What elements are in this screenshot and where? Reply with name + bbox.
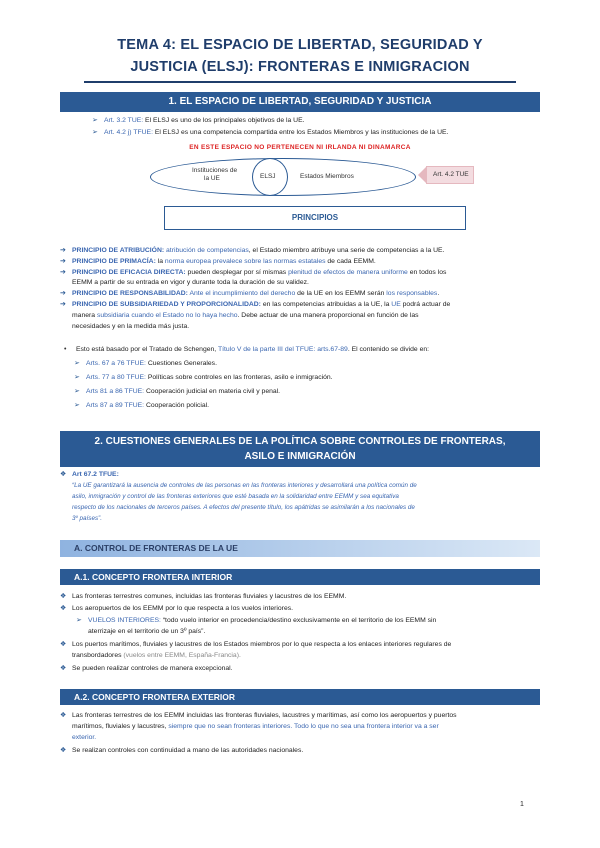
principle-eficacia-cont: EEMM a partir de su entrada en vigor y durante toda la duración de su validez. (72, 279, 309, 286)
principle-name: PRINCIPIO DE RESPONSABILIDAD: (72, 290, 188, 297)
art-67-2-ref: Art 67.2 TFUE: (72, 471, 119, 478)
section-a-heading: A. CONTROL DE FRONTERAS DE LA UE (60, 540, 540, 557)
a2-line-1 (60, 711, 457, 720)
a2-highlight: exterior. (72, 734, 97, 741)
principle-pre: la (155, 258, 165, 265)
principle-highlight: Ante el incumplimiento del derecho (187, 290, 296, 297)
vuelos-interiores-line (76, 616, 436, 625)
principle-pre: en las competencias atribuidas a la UE, la (260, 301, 392, 308)
art-3-2-ref: Art. 3.2 TUE: (104, 117, 144, 124)
arrow-bullet-icon: ➢ (76, 617, 82, 624)
principle-pre: pueden desplegar por sí mismas (185, 269, 289, 276)
section-a1-heading: A.1. CONCEPTO FRONTERA INTERIOR (60, 569, 540, 585)
principle-atribucion (60, 246, 444, 255)
art-4-2-text: El ELSJ es una competencia compartida entre los Estados Miembros y las instituciones de la UE. (152, 129, 449, 136)
vuelos-ref: VUELOS INTERIORES: (88, 617, 161, 624)
arrow-right-icon: ➔ (60, 247, 66, 254)
schengen-text: . El contenido se divide en: (347, 346, 430, 353)
a1-item (60, 604, 293, 613)
a2-line-2 (72, 722, 439, 731)
principios-heading: PRINCIPIOS (164, 206, 466, 230)
article-text: Políticas sobre controles en las fronteras, asilo e inmigración. (145, 374, 333, 381)
puertos-text-2: transbordadores (72, 652, 122, 659)
arrow-bullet-icon: ➢ (74, 360, 80, 367)
diagram-left-label-1: Instituciones de (192, 167, 238, 174)
article-text: Cooperación policial. (144, 402, 210, 409)
a1-item-text: Las fronteras terrestres comunes, incluidas las fronteras fluviales y lacustres de los EEMM. (72, 593, 347, 600)
star-bullet-icon: ❖ (60, 747, 67, 754)
principle-subsidiariedad (60, 300, 450, 309)
art-67-2-line (60, 470, 119, 479)
quote-text: 3º países”. (72, 515, 102, 522)
excepcional-line (60, 664, 233, 673)
schengen-line (64, 345, 429, 354)
principle-cont-text: . Debe actuar de una manera proporcional en función de las (237, 312, 419, 319)
quote-text: asilo, inmigración y control de las fronteras exteriores que esté basada en la solidaridad entre EEMM y sea equitativa (72, 493, 399, 500)
art-3-2-line (92, 116, 305, 125)
principle-text: de cada EEMM. (325, 258, 376, 265)
section-1-heading: 1. EL ESPACIO DE LIBERTAD, SEGURIDAD Y JUSTICIA (60, 92, 540, 112)
principle-primacia (60, 257, 376, 266)
excepcional-text: Se pueden realizar controles de manera excepcional. (72, 665, 233, 672)
art-67-2-quote-l2 (72, 492, 399, 501)
title-line-2: JUSTICIA (ELSJ): FRONTERAS E INMIGRACION (130, 59, 470, 75)
principle-highlight: atribución de competencias (164, 247, 249, 254)
article-item (74, 401, 209, 410)
quote-text: “La UE garantizará la ausencia de controles de las personas en las fronteras interiores y desarrollará una política común de (72, 482, 417, 489)
art-67-2-quote-l1 (72, 481, 417, 490)
title-underline (84, 81, 516, 83)
a1-item-text: Los aeropuertos de los EEMM por lo que respecta a los vuelos interiores. (72, 605, 294, 612)
document-title (60, 34, 540, 78)
art-3-2-text: El ELSJ es uno de los principales objetivos de la UE. (143, 117, 305, 124)
vuelos-interiores-cont: aterrizaje en el territorio de un 3º país”. (88, 628, 206, 635)
arrow-right-icon: ➔ (60, 269, 66, 276)
a2-line-3 (72, 733, 96, 742)
puertos-cont (72, 651, 241, 660)
principle-name: PRINCIPIO DE ATRIBUCIÓN: (72, 247, 165, 254)
article-ref: Arts. 77 a 80 TFUE: (86, 374, 146, 381)
a2-controls-line (60, 746, 303, 755)
principle-end: . (437, 290, 440, 297)
principle-subsidiariedad-cont-2: necesidades y en la medida más justa. (72, 323, 190, 330)
a2-highlight: siempre que no sean fronteras interiores. Todo lo que no sea una frontera interior va a ser (168, 723, 439, 730)
star-bullet-icon: ❖ (60, 471, 67, 478)
elsj-diagram (150, 156, 470, 200)
title-line-1: TEMA 4: EL ESPACIO DE LIBERTAD, SEGURIDAD Y (117, 37, 483, 53)
article-text: Cooperación judicial en materia civil y penal. (144, 388, 281, 395)
star-bullet-icon: ❖ (60, 605, 67, 612)
a2-controls-text: Se realizan controles con continuidad a mano de las autoridades nacionales. (72, 747, 304, 754)
schengen-pre: Esto está basado por el Tratado de Schengen, (76, 346, 218, 353)
art-67-2-quote-l3 (72, 503, 415, 512)
article-ref: Arts 81 a 86 TFUE: (86, 388, 145, 395)
diagram-right-label: Estados Miembros (300, 173, 354, 180)
section-2-heading: 2. CUESTIONES GENERALES DE LA POLÍTICA SOBRE CONTROLES DE FRONTERAS, ASILO E INMIGRACIÓN (60, 431, 540, 467)
arrow-right-icon: ➔ (60, 301, 66, 308)
a1-item (60, 592, 346, 601)
principle-subsidiariedad-cont (72, 311, 419, 320)
diagram-left-label (192, 167, 237, 183)
star-bullet-icon: ❖ (60, 712, 67, 719)
puertos-line (60, 640, 451, 649)
article-ref: Arts 87 a 89 TFUE: (86, 402, 145, 409)
diagram-left-label-2: la UE (204, 175, 220, 182)
quote-text: respecto de los nacionales de terceros países. A efectos del presente título, los apátridas se asimilarán a los nacionales de (72, 504, 415, 511)
principle-name: PRINCIPIO DE SUBSIDIARIEDAD Y PROPORCIONALIDAD: (72, 301, 261, 308)
principle-text: de la UE en los EEMM serán (295, 290, 387, 297)
principle-highlight: UE (391, 301, 401, 308)
principle-text: podrá actuar de (400, 301, 451, 308)
vuelos-text: “todo vuelo interior en procedencia/destino exclusivamente en el territorio de los EEMM sin (160, 617, 437, 624)
section-a2-heading: A.2. CONCEPTO FRONTERA EXTERIOR (60, 689, 540, 705)
arrow-bullet-icon: ➢ (74, 374, 80, 381)
principle-name: PRINCIPIO DE PRIMACÍA: (72, 258, 156, 265)
schengen-highlight: Título V de la parte III del TFUE: arts.67-89 (217, 346, 348, 353)
principle-text: , el Estado miembro atribuye una serie de competencias a la UE. (248, 247, 445, 254)
principle-highlight: norma europea prevalece sobre las normas estatales (164, 258, 326, 265)
puertos-paren: (vuelos entre EEMM, España-Francia). (121, 652, 241, 659)
art-4-2-ref: Art. 4.2 j) TFUE: (104, 129, 153, 136)
arrow-right-icon: ➔ (60, 258, 66, 265)
exclusion-banner: EN ESTE ESPACIO NO PERTENECEN NI IRLANDA NI DINAMARCA (189, 144, 411, 151)
article-item (74, 387, 280, 396)
principle-cont-pre: manera (72, 312, 97, 319)
principle-name: PRINCIPIO DE EFICACIA DIRECTA: (72, 269, 186, 276)
star-bullet-icon: ❖ (60, 665, 67, 672)
diagram-arrow-label: Art. 4.2 TUE (426, 166, 474, 184)
art-67-2-quote-l4 (72, 514, 102, 523)
star-bullet-icon: ❖ (60, 641, 67, 648)
puertos-text: Los puertos marítimos, fluviales y lacustres de los Estados miembros por lo que respecta a los enlaces interiores regulares de (72, 641, 452, 648)
a2-text: Las fronteras terrestres de los EEMM incluidas las fronteras fluviales, lacustres y marítimas, así como los aeropuertos y puertos (72, 712, 457, 719)
principle-highlight: plenitud de efectos de manera uniforme (288, 269, 408, 276)
a2-text: marítimos, fluviales y lacustres, (72, 723, 169, 730)
principle-eficacia (60, 268, 446, 277)
principle-responsabilidad (60, 289, 439, 298)
article-text: Cuestiones Generales. (145, 360, 217, 367)
article-ref: Arts. 67 a 76 TFUE: (86, 360, 146, 367)
arrow-bullet-icon: ➢ (92, 129, 98, 136)
arrow-bullet-icon: ➢ (74, 402, 80, 409)
art-4-2-line (92, 128, 448, 137)
arrow-bullet-icon: ➢ (74, 388, 80, 395)
principle-text: en todos los (407, 269, 447, 276)
principle-highlight-2: los responsables (386, 290, 438, 297)
diagram-center-label: ELSJ (260, 173, 276, 180)
star-bullet-icon: ❖ (60, 593, 67, 600)
dot-bullet-icon: • (64, 346, 67, 353)
principle-cont-highlight: subsidiaria cuando el Estado no lo haya hecho (96, 312, 238, 319)
arrow-right-icon: ➔ (60, 290, 66, 297)
article-item (74, 359, 217, 368)
arrow-bullet-icon: ➢ (92, 117, 98, 124)
page-number: 1 (520, 801, 524, 808)
article-item (74, 373, 333, 382)
